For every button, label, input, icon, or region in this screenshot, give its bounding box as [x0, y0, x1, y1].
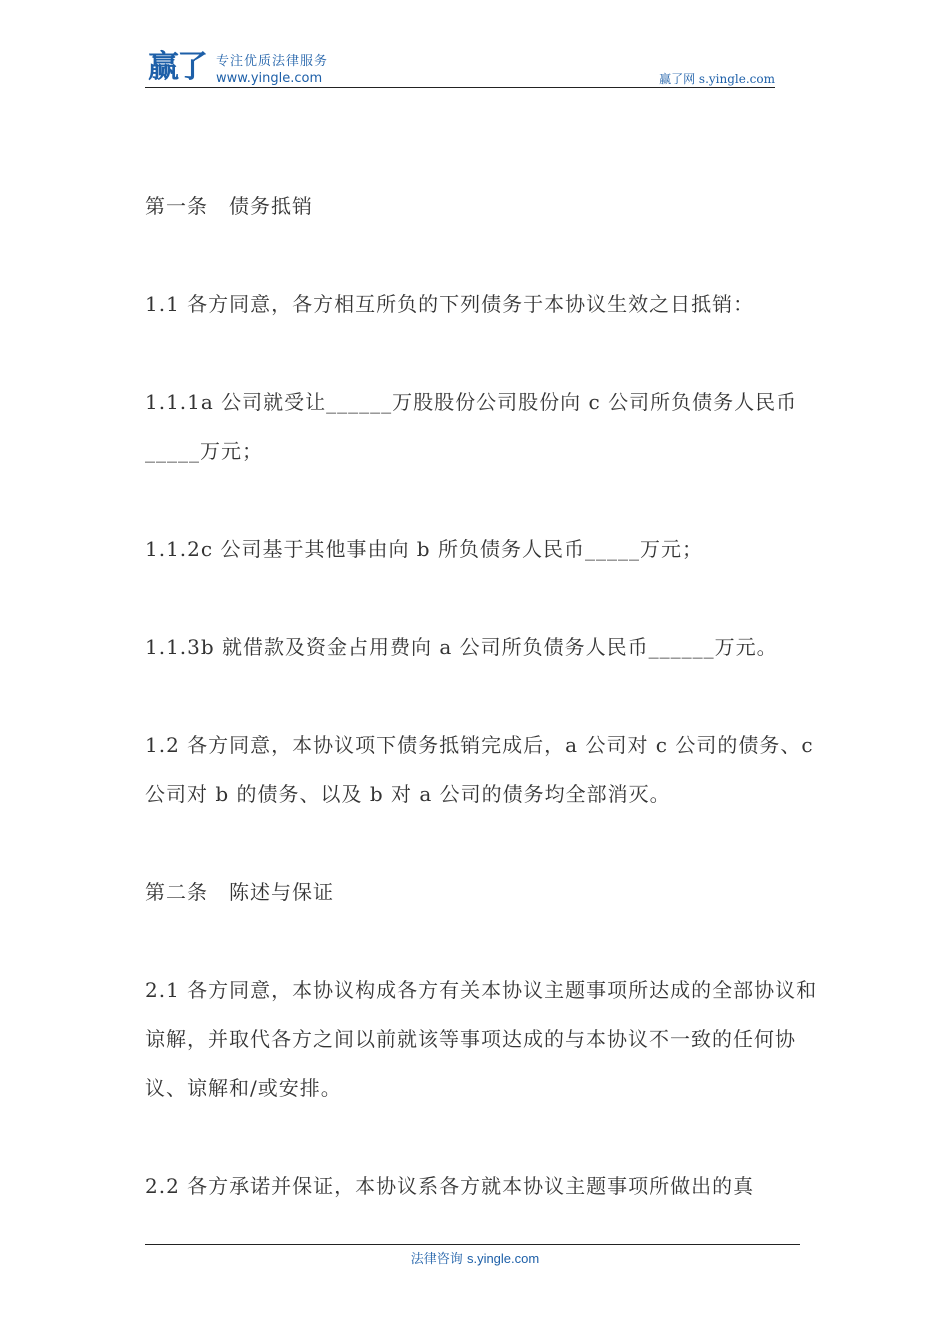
site-link[interactable]: 赢了网 s.yingle.com — [659, 72, 775, 86]
logo-url[interactable]: www.yingle.com — [216, 71, 323, 86]
clause-paragraph: 1.1.3b 就借款及资金占用费向 a 公司所负债务人民币______万元。 — [145, 635, 778, 659]
document-body — [145, 182, 835, 1260]
footer-divider — [145, 1244, 800, 1245]
clause-paragraph: 1.1 各方同意，各方相互所负的下列债务于本协议生效之日抵销： — [145, 292, 755, 316]
footer-label: 法律咨询 — [410, 1252, 463, 1267]
page-header — [145, 48, 775, 88]
clause-paragraph: 2.2 各方承诺并保证，本协议系各方就本协议主题事项所做出的真 — [145, 1174, 755, 1198]
footer-link[interactable]: s.yingle.com — [466, 1251, 540, 1266]
article-heading: 第一条 债务抵销 — [145, 194, 313, 218]
logo-slogan: 专注优质法律服务 — [216, 54, 329, 69]
clause-paragraph: 1.1.2c 公司基于其他事由向 b 所负债务人民币_____万元； — [145, 537, 703, 561]
logo: 赢了 — [148, 49, 206, 85]
page-footer — [0, 1248, 950, 1267]
article-heading: 第二条 陈述与保证 — [145, 880, 334, 904]
clause-paragraph: 1.1.1a 公司就受让______万股股份公司股份向 c 公司所负债务人民币_____万元； — [145, 390, 798, 463]
clause-paragraph: 1.2 各方同意，本协议项下债务抵销完成后，a 公司对 c 公司的债务、c 公司对 b 的债务、以及 b 对 a 公司的债务均全部消灭。 — [145, 733, 821, 806]
clause-paragraph: 2.1 各方同意，本协议构成各方有关本协议主题事项所达成的全部协议和谅解，并取代各方之间以前就该等事项达成的与本协议不一致的任何协议、谅解和/或安排。 — [145, 978, 818, 1100]
header-divider — [145, 87, 775, 88]
